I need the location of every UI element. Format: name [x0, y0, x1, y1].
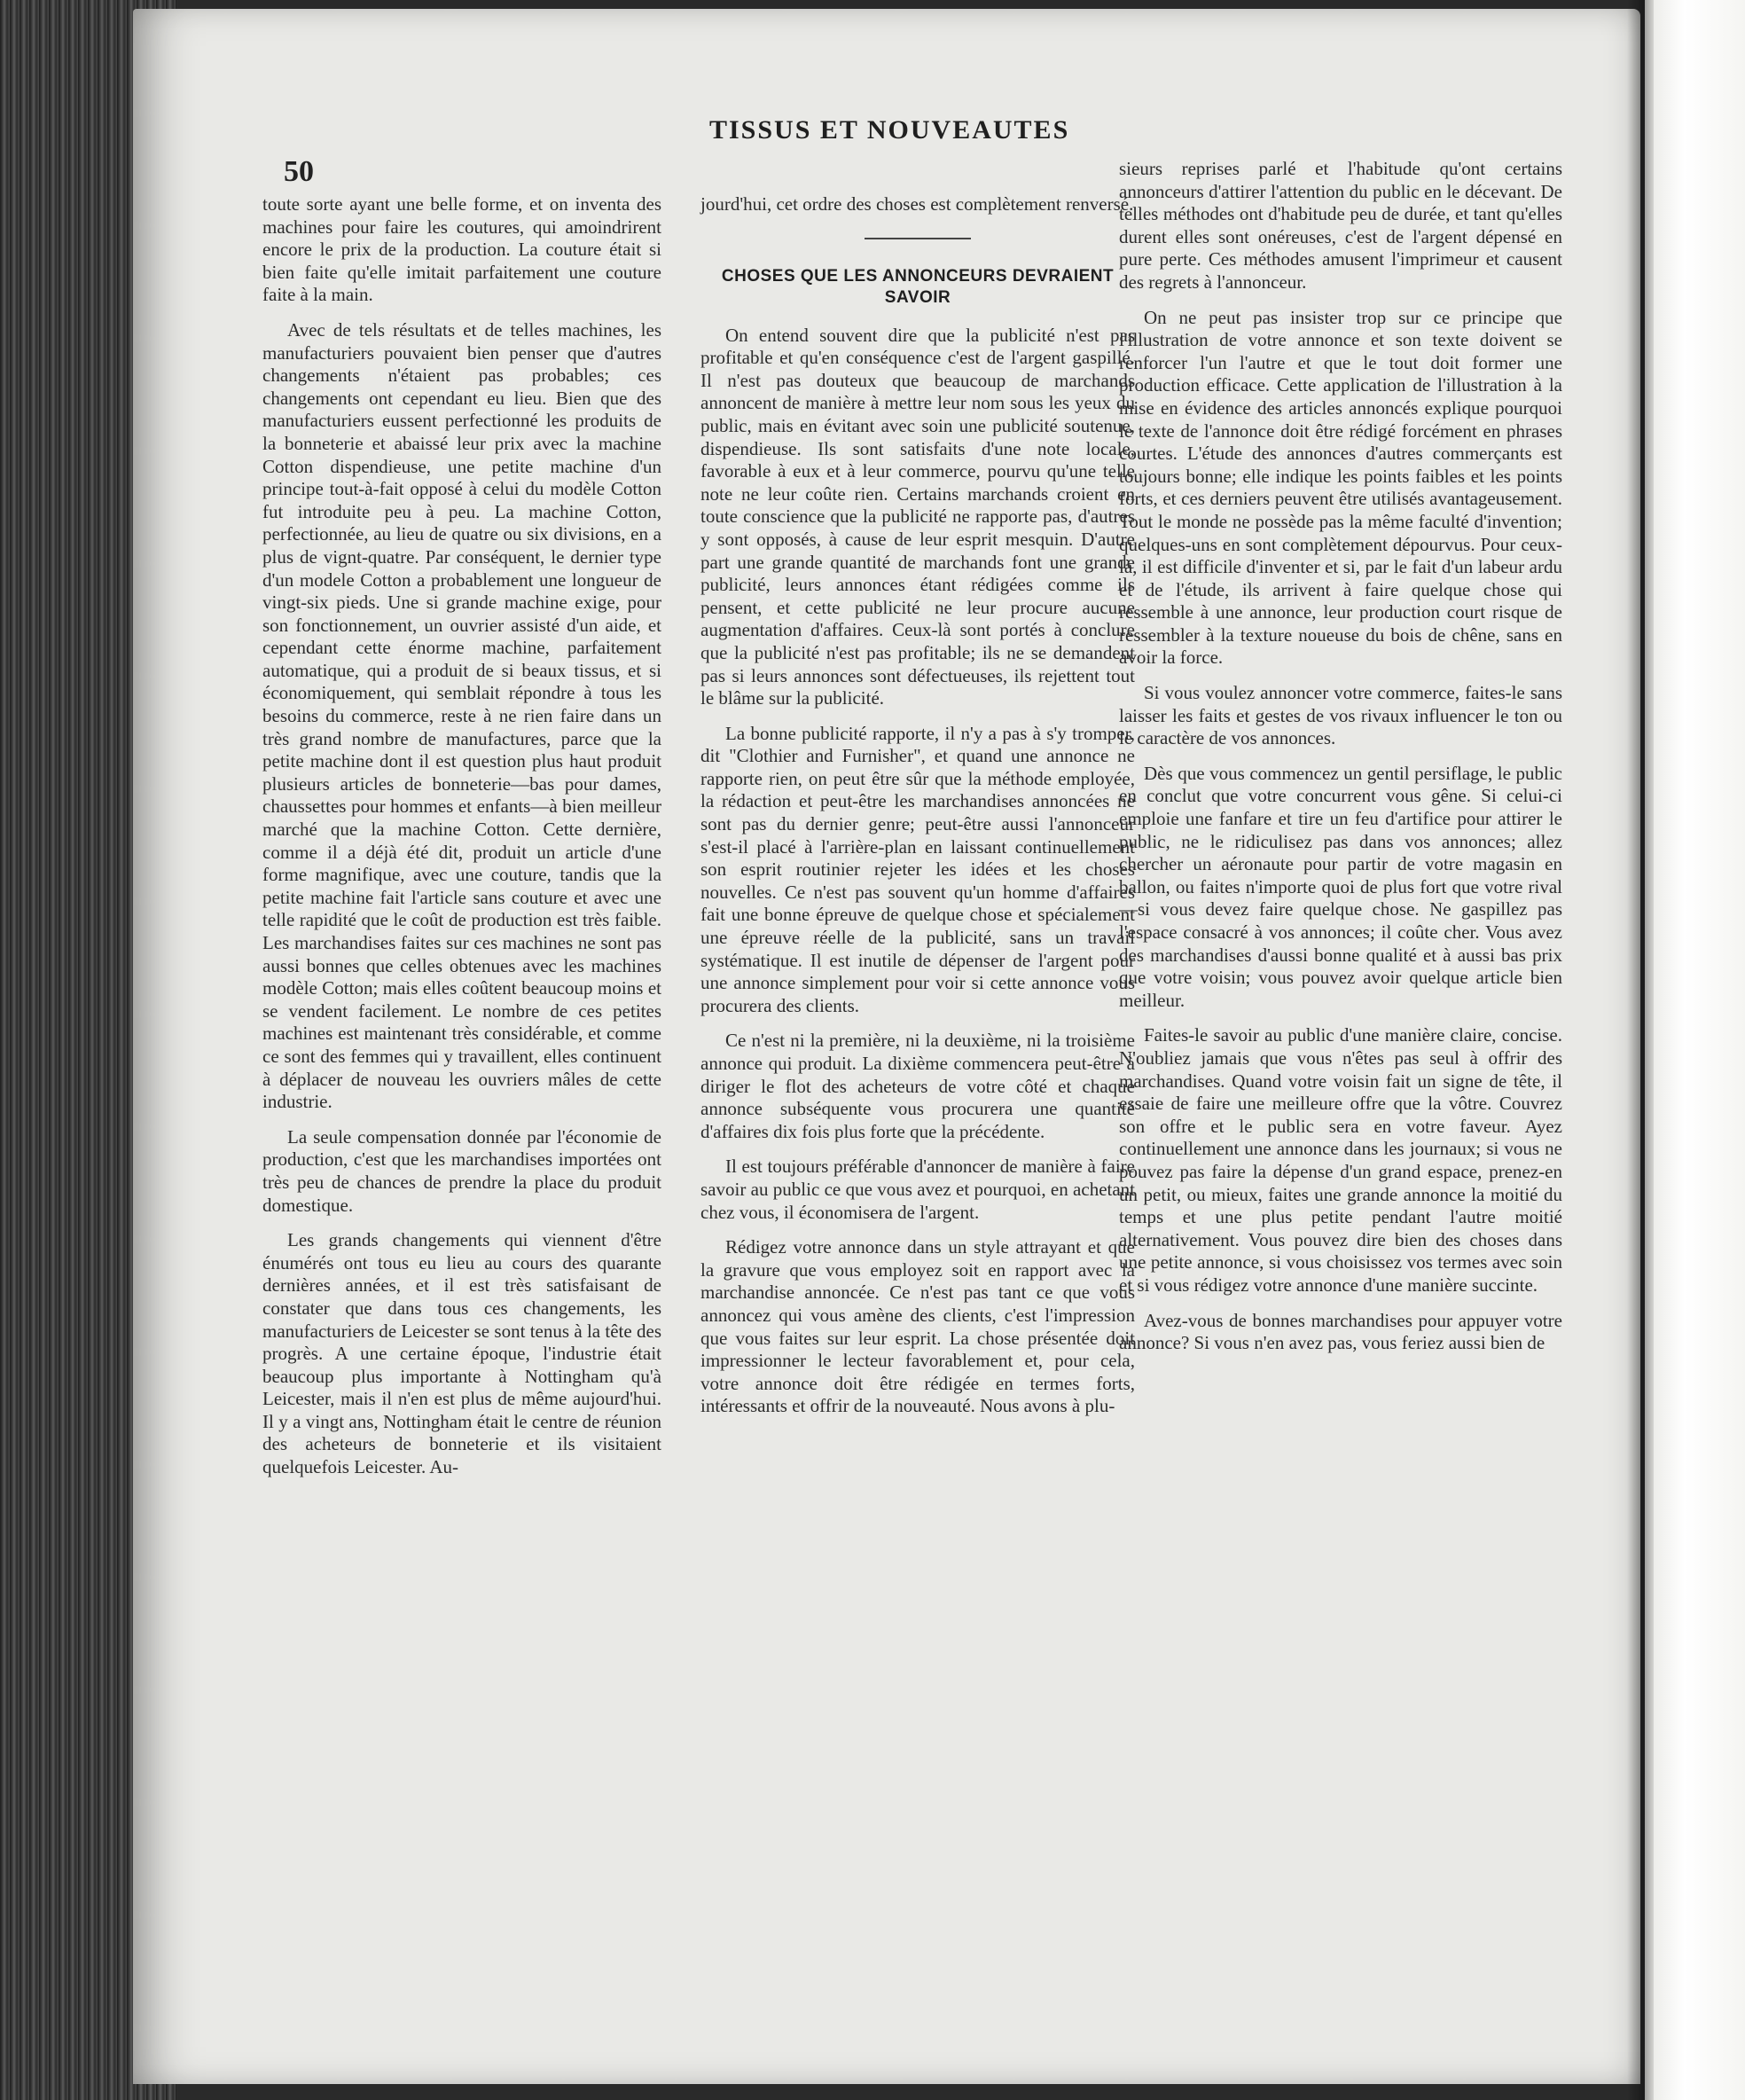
paragraph: Ce n'est ni la première, ni la deuxième, ni la troisième annonce qui produit. La dixième commencera peut-être à diriger le flot des acheteurs de votre côté et chaque annonce subséquente vous procurera une quantité d'affaires dix fois plus forte que la précédente.: [700, 1030, 1135, 1142]
paragraph: Rédigez votre annonce dans un style attrayant et que la gravure que vous employez soit en rapport avec la marchandise annoncée. Ce n'est pas tant ce que vous annoncez qui vous amène des clients, c'est l'impression que vous faites sur leur esprit. La chose présentée doit impressionner le lecteur favorablement et, pour cela, votre annonce doit être rédigée en termes forts, intéressants et offrir de la nouveauté. Nous avons à plu-: [700, 1236, 1135, 1417]
paragraph: Il est toujours préférable d'annoncer de manière à faire savoir au public ce que vous avez et pourquoi, en achetant chez vous, il économisera de l'argent.: [700, 1156, 1135, 1223]
paragraph: sieurs reprises parlé et l'habitude qu'ont certains annonceurs d'attirer l'attention du public en le décevant. De telles méthodes ont d'habitude peu de durée, et tant qu'elles durent elles sont onéreuses, c'est de l'argent dépensé en pure perte. Ces méthodes amusent l'imprimeur et causent des regrets à l'annonceur.: [1119, 158, 1562, 293]
facing-page-edge: [1645, 0, 1745, 2100]
paragraph: jourd'hui, cet ordre des choses est complètement renversé.: [700, 193, 1134, 215]
section-divider: [865, 238, 971, 239]
page-number: 50: [284, 155, 314, 188]
paragraph: Dès que vous commencez un gentil persiflage, le public en conclut que votre concurrent vous gêne. Si celui-ci emploie une fanfare et tire un feu d'artifice pour attirer le public, ne le ridiculisez pas dans vos annonces; allez chercher un aéronaute pour partir de votre magasin en ballon, ou faites n'importe quoi de plus fort que votre rival—si vous devez faire quelque chose. Ne gaspillez pas l'espace consacré à vos annonces; il coûte cher. Vous avez des marchandises d'aussi bonne qualité et à aussi bas prix que votre voisin; vous pouvez avoir quelque article bien meilleur.: [1119, 762, 1562, 1011]
running-title: TISSUS ET NOUVEAUTES: [709, 115, 1070, 145]
paragraph: toute sorte ayant une belle forme, et on inventa des machines pour faire les coutures, qui amoindrirent encore le prix de la production. La couture était si bien faite qu'elle imitait parfaitement une couture faite à la main.: [262, 193, 661, 306]
paragraph: On entend souvent dire que la publicité n'est pas profitable et qu'en conséquence c'est de l'argent gaspillé. Il n'est pas douteux que beaucoup de marchands annoncent de manière à mettre leur nom sous les yeux du public, mais en évitant avec soin une publicité soutenue, dispendieuse. Ils sont satisfaits d'une note locale, favorable à eux et à leur commerce, pourvu qu'une telle note ne leur coûte rien. Certains marchands croient en toute conscience que la publicité ne rapporte pas, d'autres y sont opposés, à cause de leur esprit mesquin. D'autre part une grande quantité de marchands font une grande publicité, leurs annonces étant rédigées comme ils pensent, et cette publicité ne leur procure aucune augmentation d'affaires. Ceux-là sont portés à conclure que la publicité n'est pas profitable; ils ne se demandent pas si leurs annonces sont défectueuses, ils rejettent tout le blâme sur la publicité.: [700, 324, 1135, 709]
paragraph: Faites-le savoir au public d'une manière claire, concise. N'oubliez jamais que vous n'êtes pas seul à offrir des marchandises. Quand votre voisin fait un signe de tête, il essaie de faire une meilleure offre que la vôtre. Couvrez son offre et le public sera en votre faveur. Ayez continuellement une annonce dans les journaux; si vous ne pouvez pas faire la dépense d'un grand espace, prenez-en un petit, ou mieux, faites une grande annonce la moitié du temps et une plus petite pendant l'autre moitié alternativement. Vous pouvez dire bien des choses dans une petite annonce, si vous choisissez vos termes avec soin et si vous rédigez votre annonce d'une manière succinte.: [1119, 1024, 1562, 1296]
paragraph: La bonne publicité rapporte, il n'y a pas à s'y tromper, dit "Clothier and Furnisher", et quand une annonce ne rapporte rien, on peut être sûr que la méthode employée, la rédaction et peut-être les marchandises annoncées ne sont pas du dernier genre; peut-être aussi l'annonceur s'est-il placé à l'arrière-plan en laissant continuellement son esprit routinier rejeter les idées et les choses nouvelles. Ce n'est pas souvent qu'un homme d'affaires fait une bonne épreuve de quelque chose et spécialement une épreuve réelle de la publicité, sans un travail systématique. Il est inutile de dépenser de l'argent pour une annonce simplement pour voir si cette annonce vous procurera des clients.: [700, 722, 1135, 1016]
text-column-1: [262, 193, 661, 1492]
paragraph: Si vous voulez annoncer votre commerce, faites-le sans laisser les faits et gestes de vos rivaux influencer le ton ou le caractère de vos annonces.: [1119, 682, 1562, 749]
text-column-2: [700, 193, 1135, 1430]
text-column-3: [1119, 158, 1562, 1367]
section-heading: CHOSES QUE LES ANNONCEURS DEVRAIENT SAVOIR: [721, 266, 1115, 307]
paragraph: On ne peut pas insister trop sur ce principe que l'illustration de votre annonce et son texte doivent se renforcer l'un l'autre et que le tout doit former une production efficace. Cette application de l'illustration à la mise en évidence des articles annoncés explique pourquoi le texte de l'annonce doit être rédigé forcément en phrases courtes. L'étude des annonces d'autres commerçants est toujours bonne; elle indique les points faibles et les points forts, et ces derniers peuvent être utilisés avantageusement. Tout le monde ne possède pas la même faculté d'invention; quelques-uns en sont complètement dépourvus. Pour ceux-là, il est difficile d'inventer et si, par le fait d'un labeur ardu et de l'étude, ils arrivent à faire quelque chose qui ressemble à une annonce, leur production court risque de ressembler à la texture noueuse du bois de chêne, sans en avoir la force.: [1119, 306, 1562, 669]
paragraph: Avec de tels résultats et de telles machines, les manufacturiers pouvaient bien penser que d'autres changements n'étaient pas probables; ces changements ont cependant eu lieu. Bien que des manufacturiers eussent perfectionné les produits de la bonneterie et abaissé leur prix avec la machine Cotton dispendieuse, une petite machine d'un principe tout-à-fait opposé à celui du modèle Cotton fut introduite peu à peu. La machine Cotton, perfectionnée, au lieu de quatre ou six divisions, en a plus de vignt-quatre. Par conséquent, le dernier type d'un modele Cotton a probablement une longueur de vingt-six pieds. Une si grande machine exige, pour son fonctionnement, un ouvrier assisté d'un aide, et cependant cette énorme machine, parfaitement automatique, qui a produit de si beaux tissus, et si économiquement, qui semblait répondre à tous les besoins du commerce, reste à ne rien faire dans un très grand nombre de manufactures, parce que la petite machine dont il est question plus haut produit plusieurs articles de bonneterie—bas pour dames, chaussettes pour hommes et enfants—à bien meilleur marché que la machine Cotton. Cette dernière, comme il a déjà été dit, produit un article d'une forme magnifique, avec une couture, tandis que la petite machine fait l'article sans couture et avec une telle rapidité que le coût de production est très faible. Les marchandises faites sur ces machines ne sont pas aussi bonnes que celles obtenues avec les machines modèle Cotton; mais elles coûtent beaucoup moins et se vendent facilement. Le nombre de ces petites machines est maintenant très considérable, et comme ce sont des femmes qui y travaillent, elles continuent à déplacer de nouveau les ouvriers mâles de cette industrie.: [262, 318, 661, 1113]
paragraph: La seule compensation donnée par l'économie de production, c'est que les marchandises importées ont très peu de chances de prendre la place du produit domestique.: [262, 1125, 661, 1216]
paragraph: Avez-vous de bonnes marchandises pour appuyer votre annonce? Si vous n'en avez pas, vous feriez aussi bien de: [1119, 1309, 1562, 1354]
paragraph: Les grands changements qui viennent d'être énumérés ont tous eu lieu au cours des quarante dernières années, et il est très satisfaisant de constater que dans tous ces changements, les manufacturiers de Leicester se sont tenus à la tête des progrès. A une certaine époque, l'industrie était beaucoup plus importante à Nottingham qu'à Leicester, mais il n'en est plus de même aujourd'hui. Il y a vingt ans, Nottingham était le centre de réunion des acheteurs de bonneterie et ils visitaient quelquefois Leicester. Au-: [262, 1229, 661, 1478]
gutter-shadow: [1627, 0, 1654, 2100]
